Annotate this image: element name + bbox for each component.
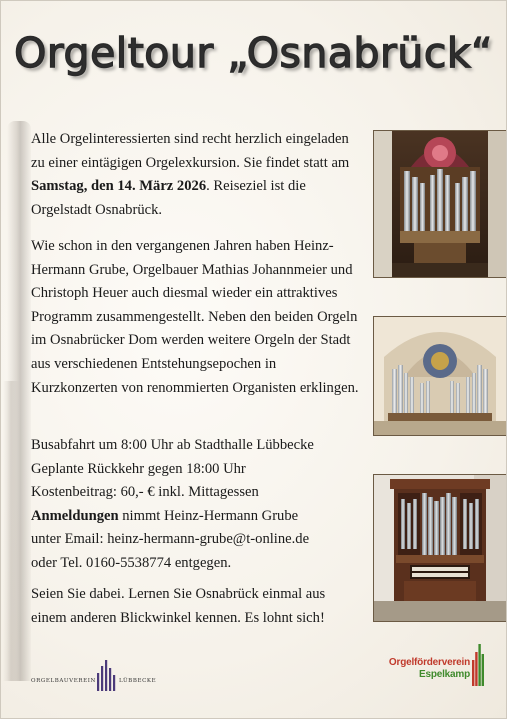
logo-text-orgelfoerderverein: Orgelförderverein <box>388 657 470 668</box>
event-date: Samstag, den 14. März 2026 <box>31 178 207 195</box>
flyer-title: Orgeltour „Osnabrück“ <box>14 29 493 77</box>
program-paragraph <box>31 235 361 400</box>
orgelbauverein-luebbecke-logo <box>31 657 161 691</box>
email-line: unter Email: heinz-hermann-grube@t-online.de <box>31 531 310 548</box>
logo-text-espelkamp: Espelkamp <box>418 669 470 680</box>
logo-text-luebbecke: LÜBBECKE <box>119 678 157 684</box>
registration-line <box>31 505 361 529</box>
intro-destination: . Reiseziel ist die Orgelstadt Osnabrück. <box>31 178 306 218</box>
registration-label: Anmeldungen <box>31 507 119 524</box>
phone-line: oder Tel. 0160-5538774 entgegen. <box>31 554 232 571</box>
organ-photo-1 <box>374 131 506 277</box>
return-time: Geplante Rückkehr gegen 18:00 Uhr <box>31 460 246 477</box>
organ-photo-3 <box>374 475 506 621</box>
closing-paragraph <box>31 583 361 630</box>
organ-bars-icon <box>97 657 117 691</box>
organ-pipes-icon <box>472 644 484 686</box>
intro-text: Alle Orgelinteressierten sind recht herzlich eingeladen zu einer eintägigen Orgelexkursion. Sie findet statt am <box>31 131 350 171</box>
intro-paragraph <box>31 128 361 222</box>
organ-photo-2 <box>374 317 506 435</box>
cost-info: Kostenbeitrag: 60,- € inkl. Mittagessen <box>31 484 259 501</box>
info-block <box>31 434 361 576</box>
orgelfoerderverein-espelkamp-logo <box>388 644 484 690</box>
registration-contact: nimmt Heinz-Hermann Grube <box>118 507 299 524</box>
organ-pipe-watermark-secondary <box>3 381 19 681</box>
bus-departure: Busabfahrt um 8:00 Uhr ab Stadthalle Lübbecke <box>31 437 314 453</box>
program-text: Wie schon in den vergangenen Jahren haben Heinz-Hermann Grube, Orgelbauer Mathias Johannmeier und Christoph Heuer auch diesmal wieder ein attraktives Programm zusammengestellt. Neben den beiden Orgeln im Osnabrücker Dom werden weitere Orgeln der Stadt aus verschiedenen Entstehungsepochen in Kurzkonzerten von renommierten Organisten erklingen. <box>31 238 359 396</box>
logo-text-orgelbauverein: ORGELBAUVEREIN <box>31 678 96 684</box>
closing-text: Seien Sie dabei. Lernen Sie Osnabrück einmal aus einem anderen Blickwinkel kennen. Es lohnt sich! <box>31 586 326 626</box>
